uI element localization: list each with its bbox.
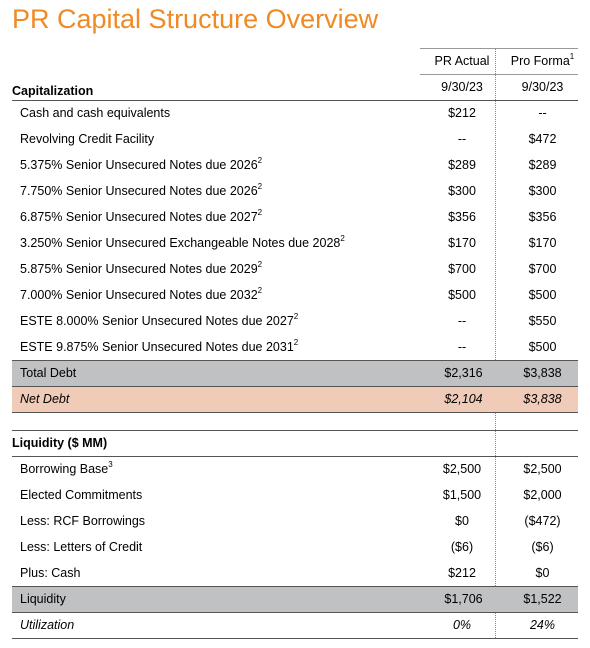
- row-value-actual: $212: [448, 106, 476, 120]
- row-label: Less: Letters of Credit: [20, 540, 143, 554]
- row-label: 7.000% Senior Unsecured Notes due 2032: [20, 288, 258, 302]
- row-label: 5.375% Senior Unsecured Notes due 2026: [20, 158, 258, 172]
- utilization-actual: 0%: [452, 618, 472, 632]
- row-label: Less: RCF Borrowings: [20, 514, 146, 528]
- footnote-marker: 2: [340, 233, 345, 243]
- table-row: [12, 508, 578, 534]
- row-value-actual: $500: [448, 288, 476, 302]
- table-row: [12, 126, 578, 152]
- utilization-label: Utilization: [20, 618, 75, 632]
- net-debt-actual: $2,104: [420, 386, 507, 412]
- footnote-marker: 3: [108, 459, 113, 469]
- liquidity-total-top-rule: [12, 586, 578, 587]
- row-value-actual: --: [457, 132, 467, 146]
- footnote-marker: 2: [293, 337, 299, 347]
- row-value-proforma: $0: [535, 566, 550, 580]
- row-value-actual: --: [457, 340, 467, 354]
- row-value-actual: --: [457, 314, 467, 328]
- row-label: 5.875% Senior Unsecured Notes due 2029: [20, 262, 258, 276]
- row-value-proforma: --: [538, 106, 547, 120]
- row-value-proforma: $300: [528, 184, 557, 198]
- column-header-proforma: [507, 48, 578, 74]
- row-value-actual: $700: [448, 262, 476, 276]
- header-mid-rule: [420, 74, 578, 75]
- header-top-rule: [420, 48, 578, 49]
- table-row: [12, 308, 578, 334]
- row-label: ESTE 9.875% Senior Unsecured Notes due 2031: [20, 340, 294, 354]
- liquidity-total-bottom-rule: [12, 612, 578, 613]
- row-value-proforma: $356: [528, 210, 557, 224]
- row-value-proforma: $2,500: [523, 462, 562, 476]
- row-label: 3.250% Senior Unsecured Exchangeable Notes due 2028: [20, 236, 341, 250]
- row-label: 7.750% Senior Unsecured Notes due 2026: [20, 184, 258, 198]
- footnote-marker: 2: [257, 259, 263, 269]
- table-row: [12, 456, 578, 482]
- row-value-actual: $2,500: [442, 462, 482, 476]
- table-row: [12, 334, 578, 360]
- row-value-actual: $0: [455, 514, 469, 528]
- row-value-actual: $300: [448, 184, 476, 198]
- footnote-marker: 2: [257, 155, 263, 165]
- row-label: Revolving Credit Facility: [20, 132, 155, 146]
- footnote-marker: 2: [257, 181, 263, 191]
- liquidity-top-rule: [12, 430, 578, 431]
- total-debt-proforma: $3,838: [507, 360, 578, 386]
- table-row: [12, 282, 578, 308]
- row-label: ESTE 8.000% Senior Unsecured Notes due 2027: [20, 314, 294, 328]
- row-value-proforma: ($6): [531, 540, 554, 554]
- row-value-actual: ($6): [450, 540, 474, 554]
- capitalization-section-title: Capitalization: [12, 84, 94, 98]
- section-spacer: [12, 412, 578, 430]
- row-value-proforma: $700: [528, 262, 557, 276]
- net-debt-bottom-rule: [12, 412, 578, 413]
- liquidity-total-label: Liquidity: [12, 586, 420, 612]
- row-value-proforma: $472: [528, 132, 557, 146]
- liquidity-total-actual: $1,706: [420, 586, 507, 612]
- row-value-actual: $356: [448, 210, 476, 224]
- liquidity-section-title: Liquidity ($ MM): [12, 436, 108, 450]
- net-debt-row: [12, 386, 578, 412]
- utilization-proforma: 24%: [529, 618, 556, 632]
- table-row: [12, 100, 578, 126]
- net-debt-proforma: $3,838: [507, 386, 578, 412]
- footnote-marker: 2: [293, 311, 299, 321]
- column-date-actual: 9/30/23: [441, 80, 483, 94]
- utilization-row: [12, 612, 578, 638]
- row-value-actual: $170: [448, 236, 476, 250]
- table-bottom-rule: [12, 638, 578, 639]
- row-label: Elected Commitments: [20, 488, 143, 502]
- total-debt-row: [12, 360, 578, 386]
- row-value-actual: $289: [448, 158, 476, 172]
- footnote-marker: 2: [257, 285, 263, 295]
- table-row: [12, 178, 578, 204]
- column-date-proforma: 9/30/23: [521, 80, 564, 94]
- net-debt-label: Net Debt: [12, 386, 420, 412]
- page-title: PR Capital Structure Overview: [12, 4, 379, 34]
- capitalization-header-row: [12, 74, 578, 100]
- total-debt-top-rule: [12, 360, 578, 361]
- row-value-actual: $212: [448, 566, 476, 580]
- liquidity-total-row: [12, 586, 578, 612]
- row-value-proforma: $170: [528, 236, 557, 250]
- total-debt-label: Total Debt: [12, 360, 420, 386]
- table-row: [12, 152, 578, 178]
- table-row: [12, 204, 578, 230]
- table-row: [12, 482, 578, 508]
- row-label: 6.875% Senior Unsecured Notes due 2027: [20, 210, 258, 224]
- header-bottom-rule: [12, 100, 578, 101]
- total-debt-actual: $2,316: [420, 360, 507, 386]
- row-value-proforma: $2,000: [523, 488, 562, 502]
- row-value-actual: $1,500: [442, 488, 482, 502]
- row-label: Cash and cash equivalents: [20, 106, 171, 120]
- column-header-row: [12, 48, 578, 74]
- row-label: Plus: Cash: [20, 566, 81, 580]
- row-label: Borrowing Base: [20, 462, 109, 476]
- row-value-proforma: $500: [528, 288, 557, 302]
- row-value-proforma: ($472): [524, 514, 561, 528]
- footnote-marker: 1: [569, 51, 575, 61]
- row-value-proforma: $289: [528, 158, 557, 172]
- row-value-proforma: $500: [528, 340, 557, 354]
- net-debt-top-rule: [12, 386, 578, 387]
- table-row: [12, 534, 578, 560]
- liquidity-header-rule: [12, 456, 578, 457]
- footnote-marker: 2: [257, 207, 263, 217]
- liquidity-total-proforma: $1,522: [507, 586, 578, 612]
- capital-structure-table: [12, 48, 578, 638]
- table-row: [12, 560, 578, 586]
- table-row: [12, 256, 578, 282]
- liquidity-header-row: [12, 430, 578, 456]
- row-value-proforma: $550: [528, 314, 557, 328]
- table-row: [12, 230, 578, 256]
- column-header-actual: PR Actual: [434, 54, 490, 68]
- column-header-proforma-label: Pro Forma: [510, 54, 570, 68]
